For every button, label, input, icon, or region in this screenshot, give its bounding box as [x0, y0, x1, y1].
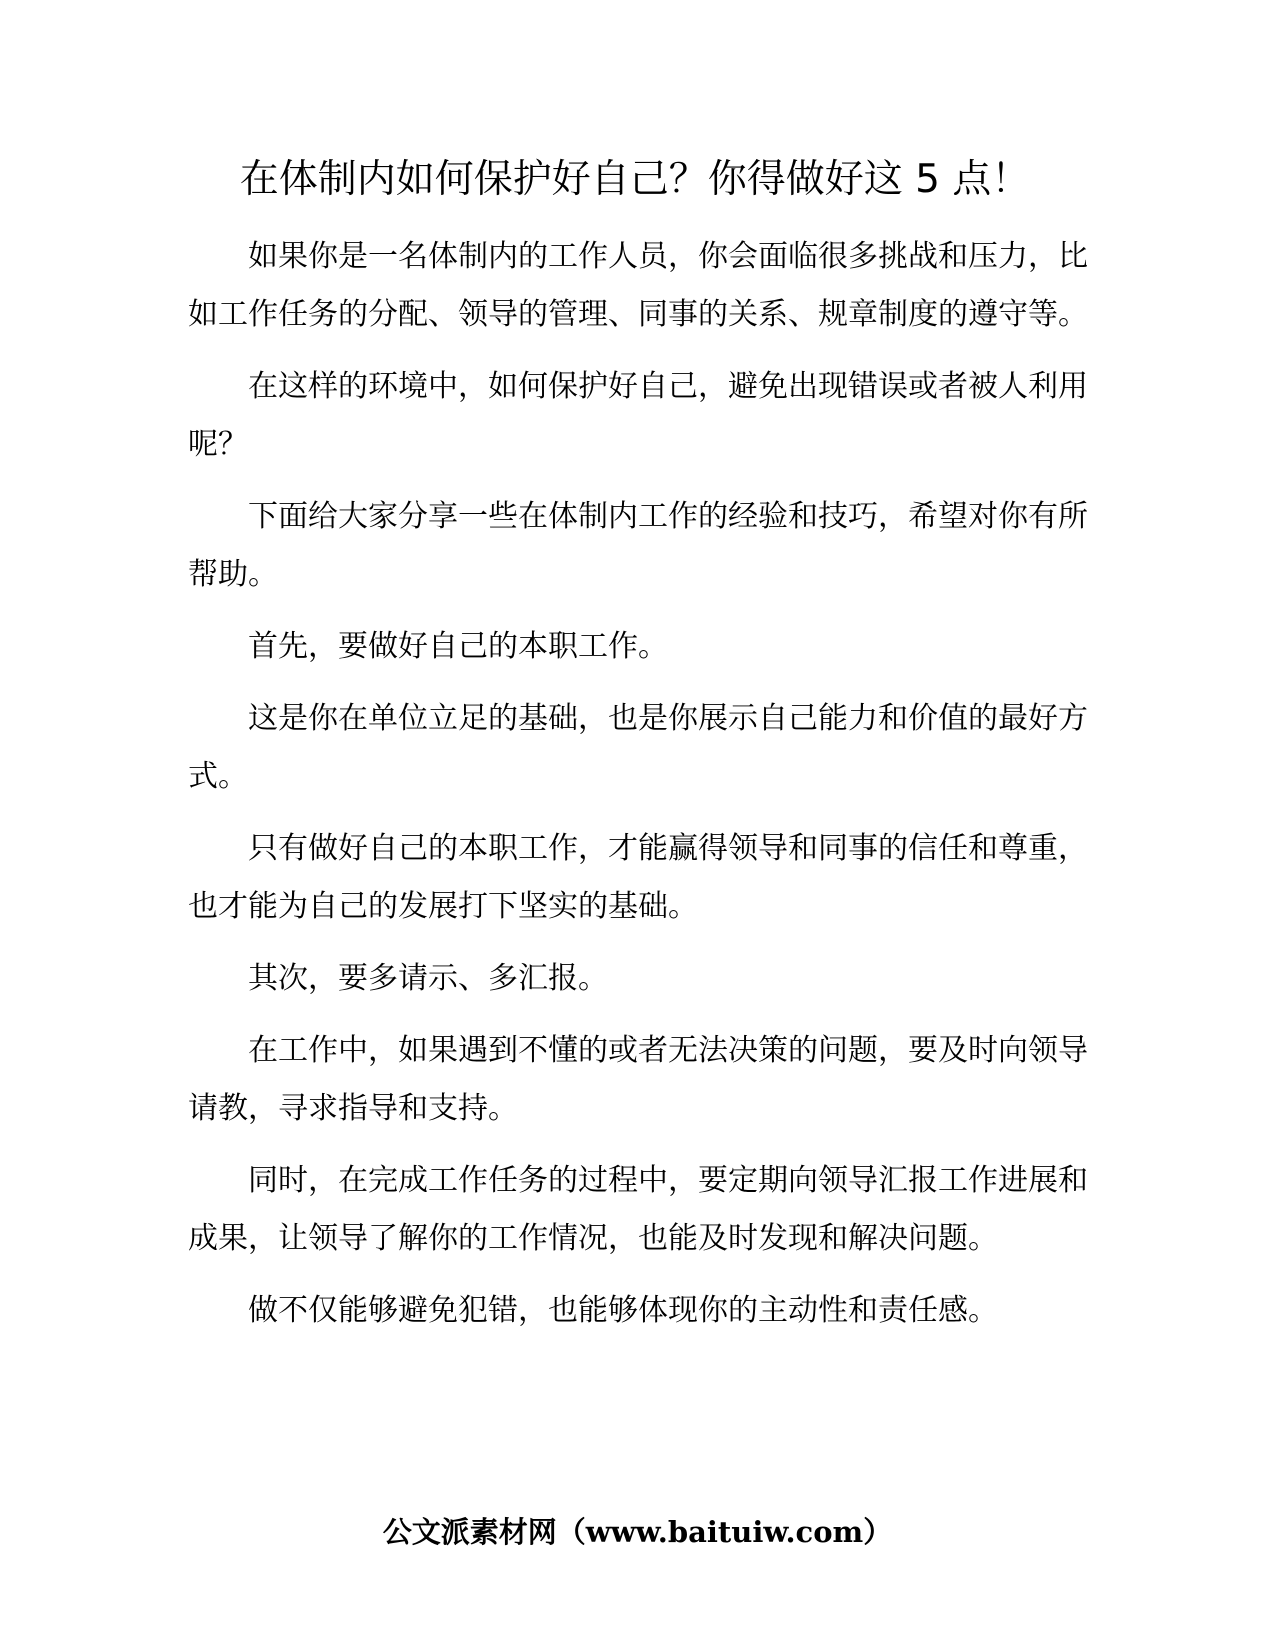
paragraph-7: 其次，要多请示、多汇报。 [248, 961, 608, 996]
paragraph-6: 只有做好自己的本职工作，才能赢得领导和同事的信任和尊重，也才能为自己的发展打下坚实的基础。 [188, 831, 1088, 924]
document-title: 在体制内如何保护好自己？你得做好这 5 点！ [239, 157, 1031, 202]
paragraph-3: 下面给大家分享一些在体制内工作的经验和技巧，希望对你有所帮助。 [188, 499, 1088, 592]
paragraph-8: 在工作中，如果遇到不懂的或者无法决策的问题，要及时向领导请教，寻求指导和支持。 [188, 1033, 1088, 1126]
footer-source: 公文派素材网（www.baituiw.com） [382, 1515, 893, 1549]
paragraph-9: 同时，在完成工作任务的过程中，要定期向领导汇报工作进展和成果，让领导了解你的工作情况，也能及时发现和解决问题。 [188, 1163, 1088, 1256]
paragraph-1: 如果你是一名体制内的工作人员，你会面临很多挑战和压力，比如工作任务的分配、领导的管理、同事的关系、规章制度的遵守等。 [188, 239, 1088, 332]
paragraph-5: 这是你在单位立足的基础，也是你展示自己能力和价值的最好方式。 [188, 701, 1088, 794]
paragraph-4: 首先，要做好自己的本职工作。 [248, 629, 668, 664]
paragraph-2: 在这样的环境中，如何保护好自己，避免出现错误或者被人利用呢？ [188, 369, 1088, 462]
document-body [188, 228, 1088, 1354]
paragraph-10: 做不仅能够避免犯错，也能够体现你的主动性和责任感。 [248, 1293, 998, 1328]
